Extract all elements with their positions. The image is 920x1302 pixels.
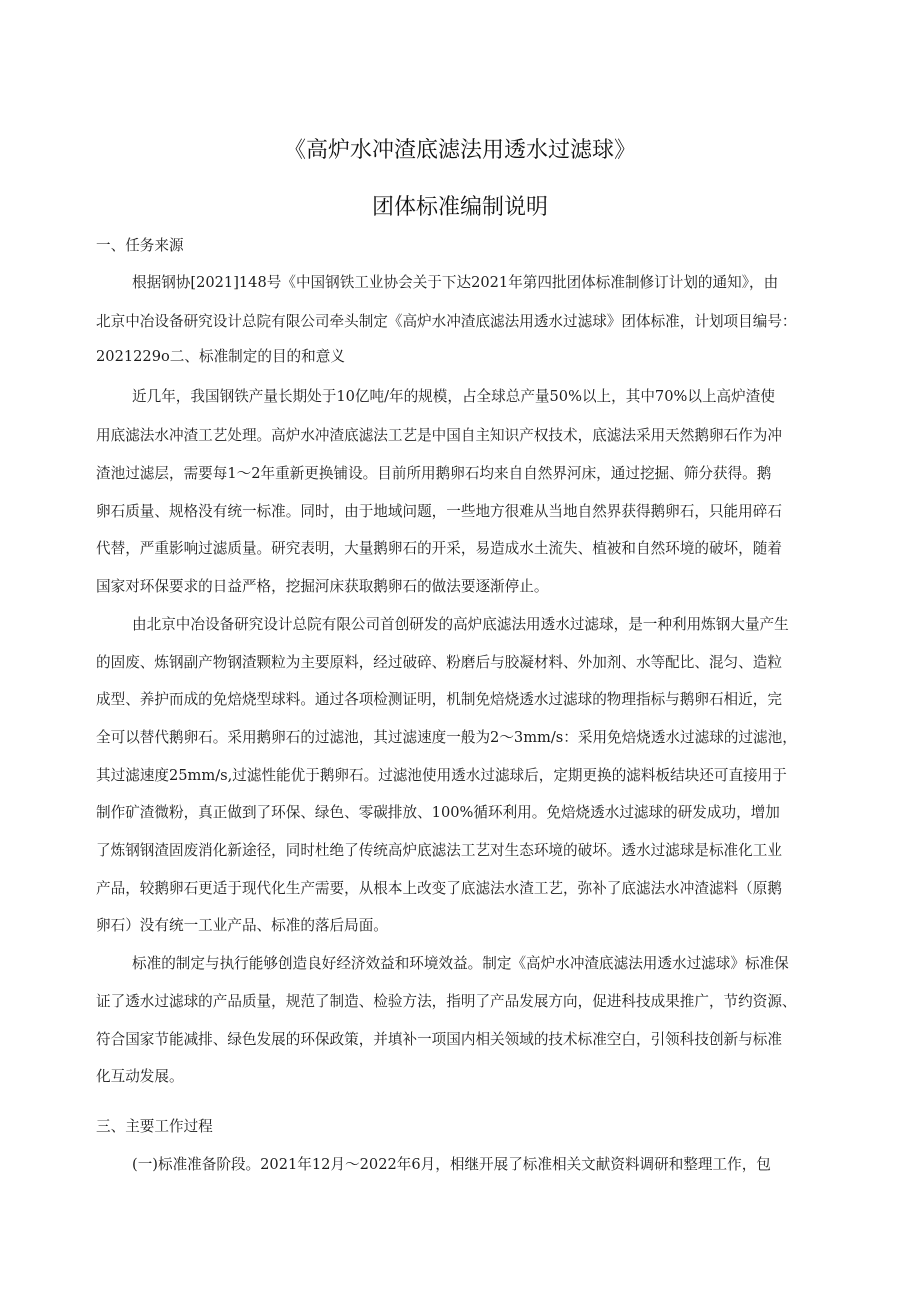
paragraph-line: 证了透水过滤球的产品质量，规范了制造、检验方法，指明了产品发展方向，促进科技成果推广，节约资源、	[96, 993, 797, 1010]
paragraph-line: 全可以替代鹅卵石。采用鹅卵石的过滤池，其过滤速度一般为2～3mm/s：采用免焙烧透水过滤球的过滤池，	[96, 729, 797, 746]
paragraph-line: (一)标准准备阶段。2021年12月～2022年6月，相继开展了标准相关文献资料调研和整理工作，包	[132, 1156, 771, 1173]
paragraph-line: 标准的制定与执行能够创造良好经济效益和环境效益。制定《高炉水冲渣底滤法用透水过滤球》标准保	[132, 955, 789, 972]
paragraph-line: 产品，较鹅卵石更适于现代化生产需要，从根本上改变了底滤法水渣工艺，弥补了底滤法水冲渣滤料（原鹅	[96, 880, 782, 897]
paragraph-line: 根据钢协[2021]148号《中国钢铁工业协会关于下达2021年第四批团体标准制修订计划的通知》，由	[132, 274, 779, 291]
paragraph-line: 近几年，我国钢铁产量长期处于10亿吨/年的规模，占全球总产量50%以上，其中70%以上高炉渣使	[132, 388, 775, 405]
paragraph-line: 2021229o二、标准制定的目的和意义	[96, 348, 345, 365]
paragraph-line: 用底滤法水冲渣工艺处理。高炉水冲渣底滤法工艺是中国自主知识产权技术，底滤法采用天然鹅卵石作为冲	[96, 427, 782, 444]
paragraph-line: 化互动发展。	[96, 1068, 184, 1085]
paragraph-line: 国家对环保要求的日益严格，挖掘河床获取鹅卵石的做法要逐渐停止。	[96, 578, 549, 595]
document-title: 《高炉水冲渣底滤法用透水过滤球》	[283, 138, 636, 163]
document-subtitle: 团体标准编制说明	[371, 195, 548, 220]
paragraph-line: 制作矿渣微粉，真正做到了环保、绿色、零碳排放、100%循环利用。免焙烧透水过滤球的研发成功，增加	[96, 804, 780, 821]
paragraph-line: 代替，严重影响过滤质量。研究表明，大量鹅卵石的开采，易造成水土流失、植被和自然环境的破坏，随着	[96, 540, 782, 557]
paragraph-line: 符合国家节能减排、绿色发展的环保政策，并填补一项国内相关领域的技术标准空白，引领科技创新与标准	[96, 1031, 782, 1048]
paragraph-line: 由北京中冶设备研究设计总院有限公司首创研发的高炉底滤法用透水过滤球，是一种利用炼钢大量产生	[132, 616, 789, 633]
paragraph-line: 北京中冶设备研究设计总院有限公司牵头制定《高炉水冲渣底滤法用透水过滤球》团体标准，计划项目编号：	[96, 313, 797, 330]
section-heading-work-process: 三、主要工作过程	[96, 1118, 213, 1135]
paragraph-line: 了炼钢钢渣固废消化新途径，同时杜绝了传统高炉底滤法工艺对生态环境的破坏。透水过滤球是标准化工业	[96, 842, 782, 859]
paragraph-line: 其过滤速度25mm∕s,过滤性能优于鹅卵石。过滤池使用透水过滤球后，定期更换的滤料板结块还可直接用于	[96, 767, 787, 784]
paragraph-line: 渣池过滤层，需要每1～2年重新更换铺设。目前所用鹅卵石均来自自然界河床，通过挖掘、筛分获得。鹅	[96, 465, 772, 482]
paragraph-line: 卵石）没有统一工业产品、标准的落后局面。	[96, 917, 388, 934]
paragraph-line: 卵石质量、规格没有统一标准。同时，由于地域问题，一些地方很难从当地自然界获得鹅卵石，只能用碎石	[96, 503, 782, 520]
paragraph-line: 的固废、炼钢副产物钢渣颗粒为主要原料，经过破碎、粉磨后与胶凝材料、外加剂、水等配比、混匀、造粒	[96, 654, 782, 671]
section-heading-task-source: 一、任务来源	[96, 237, 184, 254]
paragraph-line: 成型、养护而成的免焙烧型球料。通过各项检测证明，机制免焙烧透水过滤球的物理指标与鹅卵石相近，完	[96, 691, 782, 708]
